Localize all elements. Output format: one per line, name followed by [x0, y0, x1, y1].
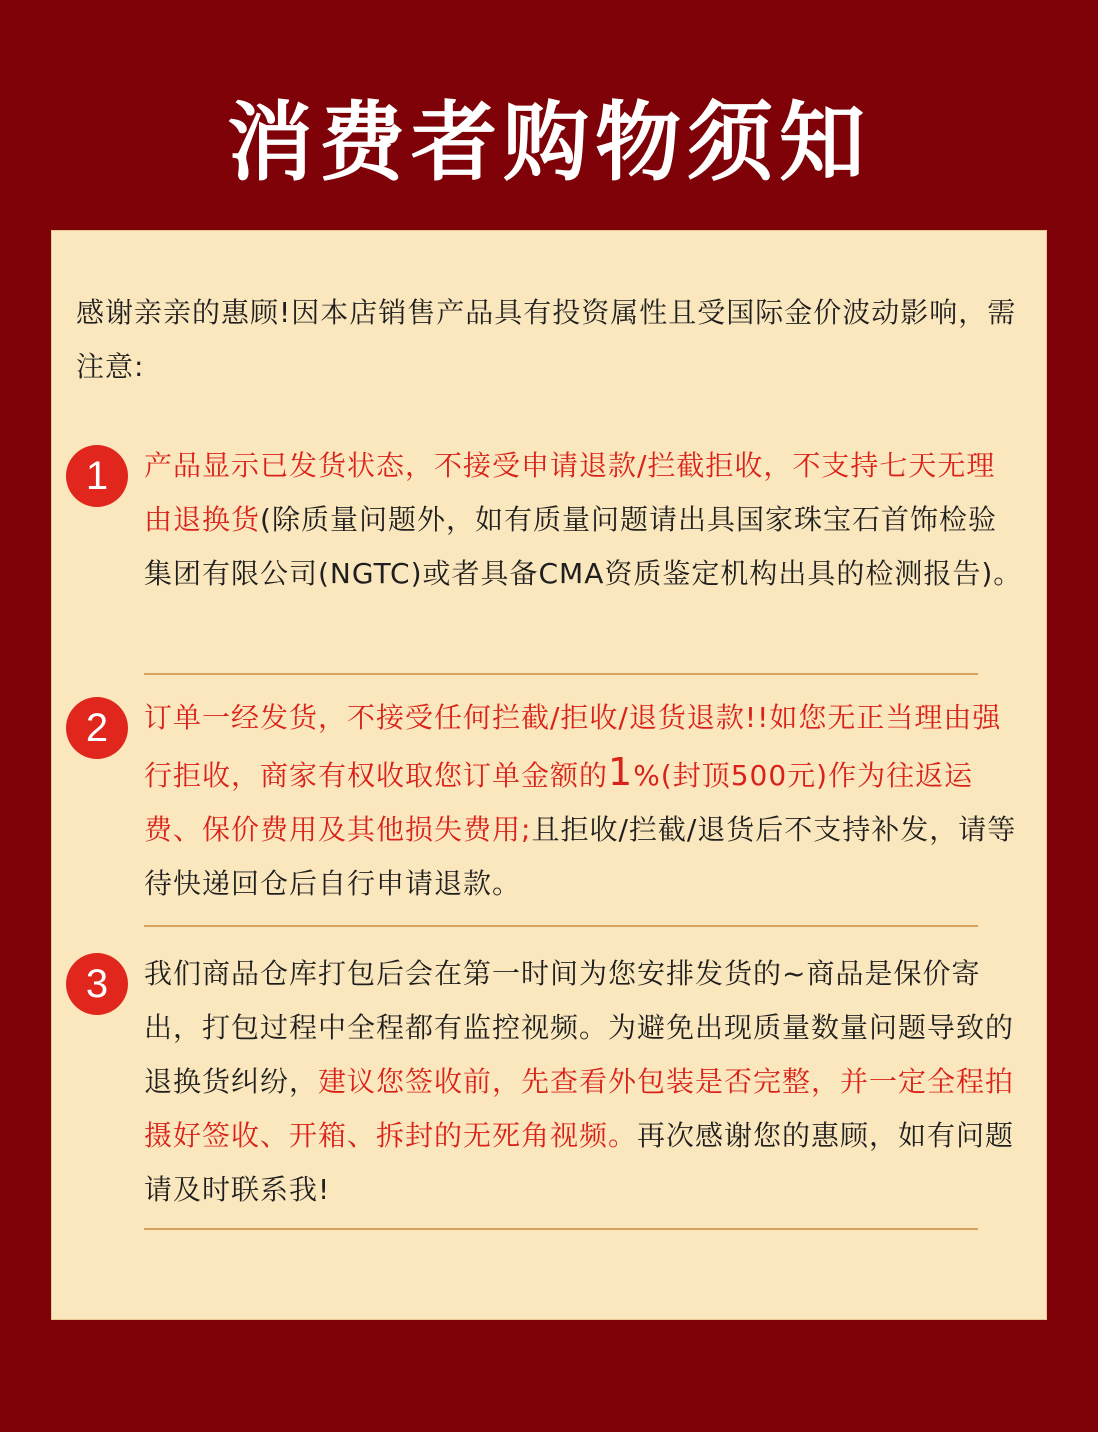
notice-item-3-advice: 建议您签收前，先查看外包装是否完整，并一定全程拍摄好签收、开箱、拆封的无死角视频。 [144, 1065, 1015, 1152]
notice-item-3-text [144, 947, 1024, 1217]
notice-item-2-text [144, 691, 1024, 911]
intro-text: 感谢亲亲的惠顾!因本店销售产品具有投资属性且受国际金价波动影响，需注意: [76, 296, 1017, 383]
notice-item-1-text [144, 439, 1024, 601]
notice-item-2-detail: 且拒收/拦截/退货后不支持补发，请等待快递回仓后自行申请退款。 [144, 813, 1017, 900]
notice-item-2-fee: %(封顶500元)作为往返运费、保价费用及其他损失费用; [144, 759, 974, 846]
notice-item-2-percent-number: 1 [608, 750, 634, 794]
page-title: 消费者购物须知 [227, 93, 871, 193]
number-badge-2: 2 [66, 697, 128, 759]
divider-3 [144, 1228, 978, 1230]
notice-item-3-thanks: 再次感谢您的惠顾，如有问题请及时联系我! [144, 1119, 1015, 1206]
divider-1 [144, 673, 978, 675]
notice-item-2-warning: 订单一经发货，不接受任何拦截/拒收/退货退款!!如您无正当理由强行拒收，商家有权收取您订单金额的 [144, 701, 1002, 792]
divider-2 [144, 925, 978, 927]
number-badge-3: 3 [66, 953, 128, 1015]
notice-item-3-intro: 我们商品仓库打包后会在第一时间为您安排发货的~商品是保价寄出，打包过程中全程都有监控视频。为避免出现质量数量问题导致的退换货纠纷， [144, 957, 1015, 1098]
number-badge-1: 1 [66, 445, 128, 507]
notice-panel [51, 230, 1047, 1320]
notice-item-1-warning: 产品显示已发货状态，不接受申请退款/拦截拒收，不支持七天无理由退换货 [144, 449, 996, 536]
notice-item-1-detail: (除质量问题外，如有质量问题请出具国家珠宝石首饰检验集团有限公司(NGTC)或者具备CMA资质鉴定机构出具的检测报告)。 [144, 503, 1023, 590]
